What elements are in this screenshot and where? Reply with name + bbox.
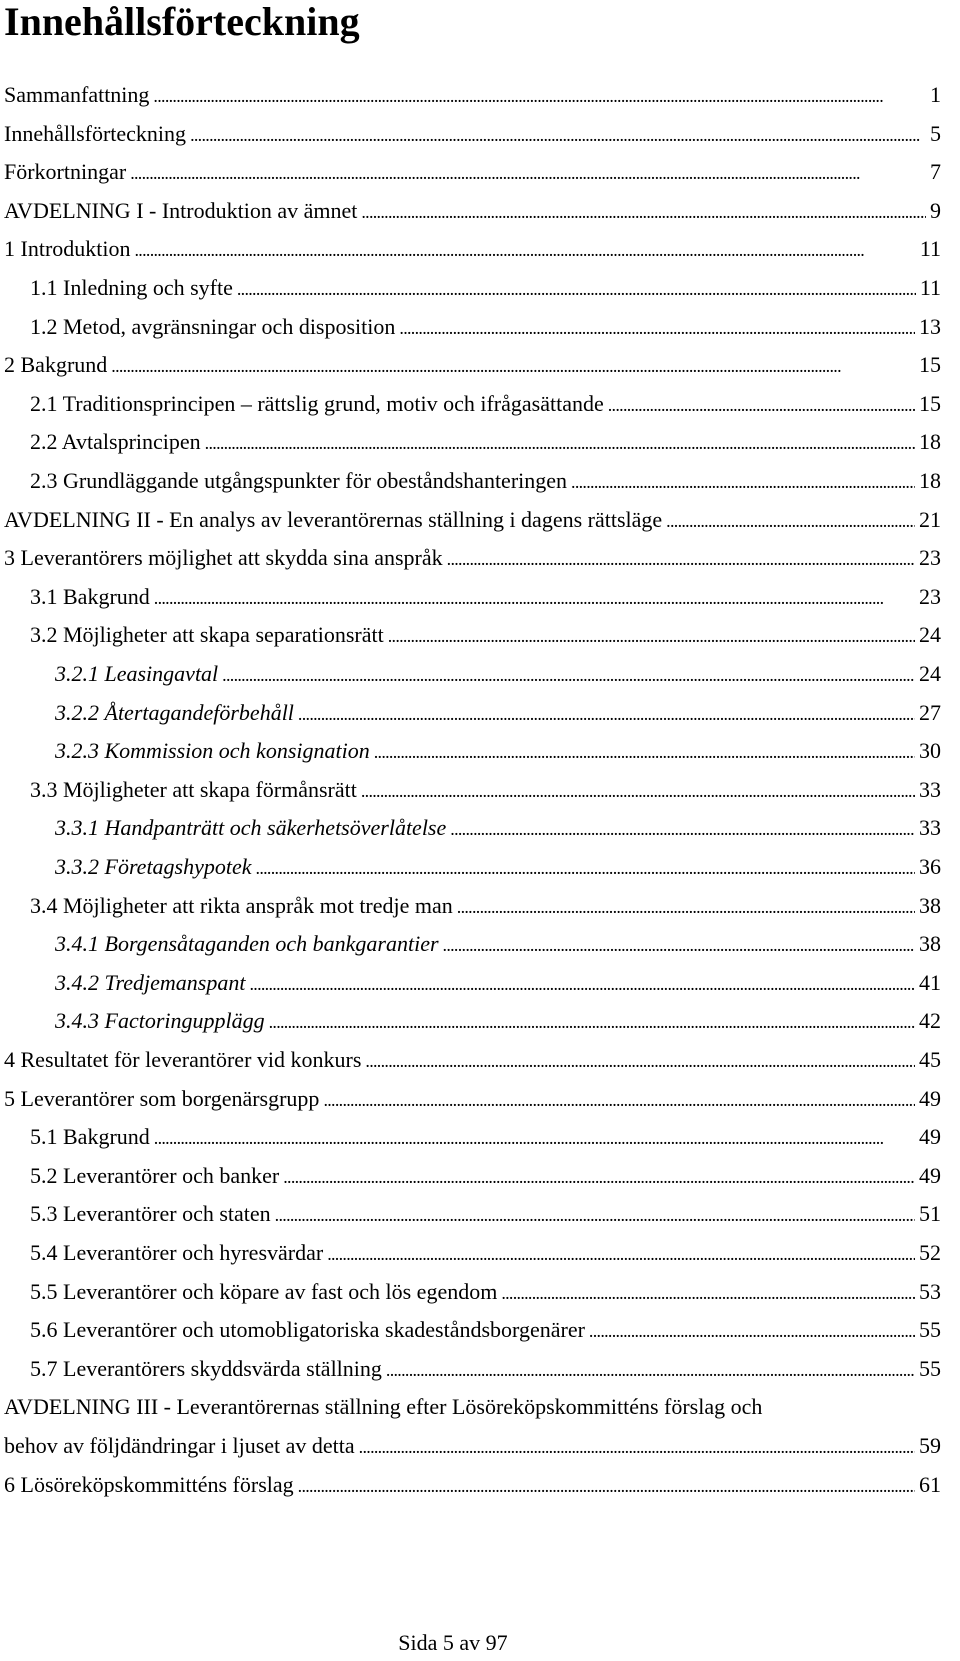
dot-leader <box>589 1310 915 1351</box>
dot-leader <box>275 1194 915 1235</box>
toc-entry-page-number: 9 <box>930 197 941 223</box>
toc-entry-page-number: 52 <box>919 1240 941 1265</box>
toc-entry-page-number: 23 <box>919 583 941 609</box>
toc-entry[interactable] <box>30 1233 941 1273</box>
toc-entry[interactable] <box>55 924 941 964</box>
toc-entry-page-number: 11 <box>919 236 941 262</box>
dot-leader <box>450 808 915 849</box>
toc-entry[interactable] <box>4 345 941 385</box>
dot-leader <box>256 847 915 888</box>
toc-entry-title: 3.2 Möjligheter att skapa separationsrätt <box>30 622 384 648</box>
toc-entry-title: 5.4 Leverantörer och hyresvärdar <box>30 1240 324 1265</box>
toc-entry-page-number: 1 <box>930 82 941 107</box>
dot-leader <box>237 268 916 309</box>
dot-leader <box>447 538 915 579</box>
dot-leader <box>135 229 916 270</box>
toc-entry-page-number: 11 <box>919 275 941 300</box>
toc-entry-page-number: 36 <box>919 854 941 879</box>
dot-leader <box>571 461 915 502</box>
toc-entry[interactable] <box>30 1349 941 1389</box>
dot-leader <box>249 963 915 1004</box>
toc-entry-title: Förkortningar <box>4 159 127 185</box>
toc-entry[interactable] <box>4 229 941 269</box>
toc-entry-title: 2 Bakgrund <box>4 352 108 378</box>
toc-entry-page-number: 42 <box>919 1008 941 1034</box>
toc-entry[interactable] <box>30 268 941 308</box>
toc-entry-title: 3 Leverantörers möjlighet att skydda sina anspråk <box>4 545 443 571</box>
toc-entry[interactable] <box>30 384 941 424</box>
toc-entry[interactable] <box>30 1310 941 1350</box>
toc-entry-title: 2.1 Traditionsprincipen – rättslig grund, motiv och ifrågasättande <box>30 390 604 416</box>
toc-entry[interactable] <box>4 1040 941 1080</box>
toc-entry-title: 5.3 Leverantörer och staten <box>30 1201 271 1227</box>
toc-entry[interactable] <box>4 500 941 540</box>
toc-entry[interactable] <box>4 191 941 231</box>
toc-entry-title: 3.3 Möjligheter att skapa förmånsrätt <box>30 776 357 802</box>
toc-entry[interactable] <box>4 114 941 154</box>
toc-entry-page-number: 49 <box>919 1162 941 1188</box>
toc-entry-title: 5.1 Bakgrund <box>30 1124 150 1150</box>
toc-entry-title: 5.5 Leverantörer och köpare av fast och lös egendom <box>30 1278 498 1304</box>
toc-entry-page-number: 53 <box>919 1278 941 1304</box>
toc-entry[interactable] <box>30 307 941 347</box>
toc-entry[interactable] <box>55 1001 941 1041</box>
toc-entry-title: behov av följdändringar i ljuset av detta <box>4 1433 355 1458</box>
toc-entry[interactable] <box>55 847 941 887</box>
toc-entry[interactable] <box>4 152 941 192</box>
toc-entry-title: 3.1 Bakgrund <box>30 583 150 609</box>
toc-entry-title: 3.3.1 Handpanträtt och säkerhetsöverlåtelse <box>55 815 447 841</box>
dot-leader <box>283 1156 915 1197</box>
toc-entry-page-number: 30 <box>919 738 941 764</box>
toc-entry-page-number: 51 <box>919 1201 941 1227</box>
dot-leader <box>154 577 915 618</box>
dot-leader <box>298 693 915 734</box>
toc-entry[interactable] <box>30 615 941 655</box>
dot-leader <box>190 114 926 155</box>
toc-entry-title: 5 Leverantörer som borgenärsgrupp <box>4 1085 320 1111</box>
dot-leader <box>457 886 915 927</box>
dot-leader <box>361 191 926 232</box>
toc-entry[interactable] <box>4 538 941 578</box>
toc-entry[interactable] <box>4 1079 941 1119</box>
toc-entry[interactable] <box>30 770 941 810</box>
toc-entry-title: 5.6 Leverantörer och utomobligatoriska skadeståndsborgenärer <box>30 1317 585 1343</box>
toc-entry-title: 3.4 Möjligheter att rikta anspråk mot tredje man <box>30 892 453 918</box>
toc-entry-title: 3.2.3 Kommission och konsignation <box>55 738 370 764</box>
toc-entry-page-number: 24 <box>919 661 941 686</box>
dot-leader <box>443 924 915 965</box>
toc-entry[interactable] <box>4 75 941 115</box>
toc-entry-page-number: 24 <box>919 622 941 648</box>
dot-leader <box>298 1465 915 1506</box>
toc-entry-page-number: 23 <box>919 545 941 571</box>
dot-leader <box>154 1117 915 1158</box>
toc-entry-page-number: 55 <box>919 1355 941 1381</box>
toc-entry-page-number: 55 <box>919 1317 941 1343</box>
toc-entry-title: 3.4.1 Borgensåtaganden och bankgarantier <box>55 931 439 957</box>
toc-entry-title: 4 Resultatet för leverantörer vid konkurs <box>4 1047 362 1072</box>
toc-entry-page-number: 49 <box>919 1085 941 1111</box>
toc-entry[interactable] <box>55 963 941 1003</box>
toc-entry-page-number: 15 <box>919 390 941 416</box>
toc-entry-page-number: 41 <box>919 969 941 995</box>
toc-entry-page-number: 18 <box>919 468 941 493</box>
toc-entry-page-number: 45 <box>919 1047 941 1072</box>
toc-entry-title: 6 Lösöreköpskommitténs förslag <box>4 1471 294 1497</box>
dot-leader <box>608 384 915 425</box>
toc-entry-title: 3.3.2 Företagshypotek <box>55 854 252 879</box>
dot-leader <box>111 345 915 386</box>
toc-entry[interactable] <box>55 654 941 694</box>
dot-leader <box>222 654 915 695</box>
toc-entry-title: AVDELNING II - En analys av leverantörernas ställning i dagens rättsläge <box>4 506 663 532</box>
toc-entry[interactable] <box>30 461 941 501</box>
toc-entry-title: 1 Introduktion <box>4 236 131 262</box>
toc-entry[interactable] <box>30 1117 941 1157</box>
dot-leader <box>361 770 915 811</box>
dot-leader <box>269 1001 915 1042</box>
toc-entry-page-number: 49 <box>919 1124 941 1150</box>
toc-entry[interactable] <box>30 886 941 926</box>
toc-entry-title: 5.7 Leverantörers skyddsvärda ställning <box>30 1355 382 1381</box>
toc-entry-title: 2.3 Grundläggande utgångspunkter för obeståndshanteringen <box>30 468 568 493</box>
toc-entry-title: Sammanfattning <box>4 82 150 107</box>
toc-entry-title: 3.4.2 Tredjemanspant <box>55 969 246 995</box>
dot-leader <box>327 1233 915 1274</box>
dot-leader <box>323 1079 915 1120</box>
toc-entry-page-number: 33 <box>919 815 941 841</box>
dot-leader <box>386 1349 915 1390</box>
toc-entry[interactable] <box>30 577 941 617</box>
toc-entry-page-number: 15 <box>919 352 941 378</box>
toc-entry[interactable] <box>30 422 941 462</box>
toc-entry[interactable] <box>30 1272 941 1312</box>
toc-entry[interactable] <box>30 1156 941 1196</box>
page-number-footer: Sida 5 av 97 <box>398 1630 508 1655</box>
page-footer <box>0 1628 960 1658</box>
toc-entry-title: 3.4.3 Factoringupplägg <box>55 1008 265 1034</box>
toc-entry-title: AVDELNING I - Introduktion av ämnet <box>4 197 358 223</box>
dot-leader <box>666 500 915 541</box>
dot-leader <box>365 1040 915 1081</box>
toc-entry-page-number: 27 <box>919 699 941 725</box>
toc-entry-title: 1.1 Inledning och syfte <box>30 275 233 300</box>
toc-entry-title: Innehållsförteckning <box>4 120 187 146</box>
toc-entry-page-number: 7 <box>930 159 941 185</box>
toc-entry-title: 2.2 Avtalsprincipen <box>30 429 201 455</box>
dot-leader <box>374 731 915 772</box>
toc-entry[interactable] <box>55 808 941 848</box>
toc-entry-title: 5.2 Leverantörer och banker <box>30 1162 280 1188</box>
dot-leader <box>153 75 926 116</box>
dot-leader <box>399 307 915 348</box>
toc-entry-page-number: 13 <box>919 313 941 339</box>
toc-entry-page-number: 18 <box>919 429 941 455</box>
toc-entry-page-number: 38 <box>919 892 941 918</box>
toc-entry-page-number: 61 <box>919 1471 941 1497</box>
page-title: Innehållsförteckning <box>4 0 360 44</box>
toc-entry[interactable] <box>55 731 941 771</box>
toc-entry-page-number: 5 <box>930 120 941 146</box>
dot-leader <box>359 1426 915 1467</box>
dot-leader <box>388 615 915 656</box>
dot-leader <box>205 422 915 463</box>
toc-entry-title: 3.2.1 Leasingavtal <box>55 661 219 686</box>
toc-entry[interactable] <box>4 1465 941 1505</box>
toc-entry[interactable] <box>55 693 941 733</box>
toc-entry-page-number: 59 <box>919 1433 941 1458</box>
toc-entry-page-number: 21 <box>919 506 941 532</box>
dot-leader <box>130 152 926 193</box>
toc-entry-title: 1.2 Metod, avgränsningar och disposition <box>30 313 396 339</box>
toc-entry[interactable] <box>4 1426 941 1466</box>
toc-entry-title: 3.2.2 Återtagandeförbehåll <box>55 699 294 725</box>
dot-leader <box>501 1272 915 1313</box>
toc-entry-page-number: 33 <box>919 776 941 802</box>
toc-entry-title-line: AVDELNING III - Leverantörernas ställning efter Lösöreköpskommitténs förslag och <box>4 1394 763 1420</box>
toc-entry-page-number: 38 <box>919 931 941 957</box>
toc-entry[interactable] <box>30 1194 941 1234</box>
